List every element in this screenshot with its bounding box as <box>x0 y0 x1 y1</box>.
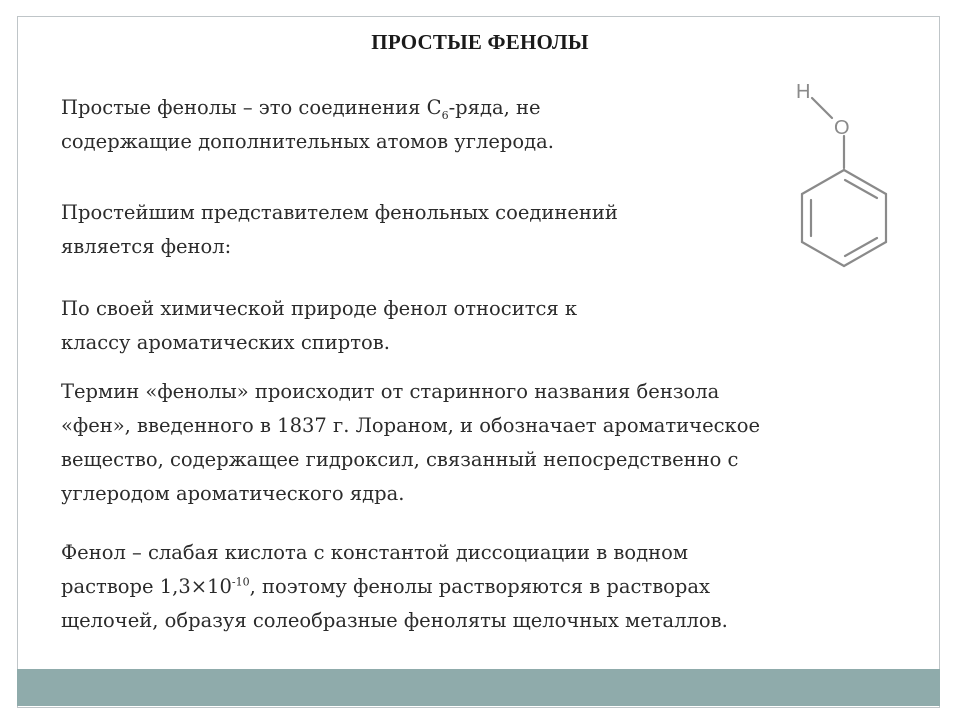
p4-line4: углеродом ароматического ядра. <box>61 482 405 505</box>
bottom-band <box>17 669 940 706</box>
p4-line2: «фен», введенного в 1837 г. Лораном, и обозначает ароматическое <box>61 414 760 437</box>
paragraph-simplest-representative <box>61 196 761 264</box>
p1-text-after: -ряда, не <box>448 96 541 119</box>
p4-line1: Термин «фенолы» происходит от старинного названия бензола <box>61 380 720 403</box>
p5-line3: щелочей, образуя солеобразные феноляты щелочных металлов. <box>61 609 728 632</box>
p5-line2-before: растворе 1,3×10 <box>61 575 232 598</box>
ring-bond-6 <box>802 170 844 194</box>
ring-bond-4 <box>802 242 844 266</box>
p3-line1: По своей химической природе фенол относится к <box>61 297 578 320</box>
p1-line2: содержащие дополнительных атомов углерода. <box>61 130 554 153</box>
p5-line2-after: , поэтому фенолы растворяются в растворах <box>249 575 711 598</box>
p4-line3: вещество, содержащее гидроксил, связанный непосредственно с <box>61 448 739 471</box>
p3-line2: классу ароматических спиртов. <box>61 331 390 354</box>
p5-line1: Фенол – слабая кислота с константой диссоциации в водном <box>61 541 689 564</box>
p2-line2: является фенол: <box>61 235 232 258</box>
atom-h-label: H <box>796 81 811 103</box>
paragraph-term-origin <box>61 375 911 511</box>
p1-text-before: Простые фенолы – это соединения С <box>61 96 442 119</box>
p5-superscript: -10 <box>231 575 250 589</box>
p2-line1: Простейшим представителем фенольных соединений <box>61 201 618 224</box>
bond-h-o <box>812 98 832 118</box>
paragraph-simple-phenols-definition <box>61 91 761 159</box>
paragraph-weak-acid <box>61 536 911 638</box>
ring-double-bond-inner-1 <box>845 180 877 198</box>
slide-title: ПРОСТЫЕ ФЕНОЛЫ <box>371 30 589 54</box>
ring-double-bond-inner-2 <box>845 238 877 256</box>
atom-o-label: O <box>834 117 850 139</box>
p1-subscript: 6 <box>441 108 449 122</box>
paragraph-chemical-nature <box>61 292 761 360</box>
phenol-structure-diagram <box>782 70 922 280</box>
